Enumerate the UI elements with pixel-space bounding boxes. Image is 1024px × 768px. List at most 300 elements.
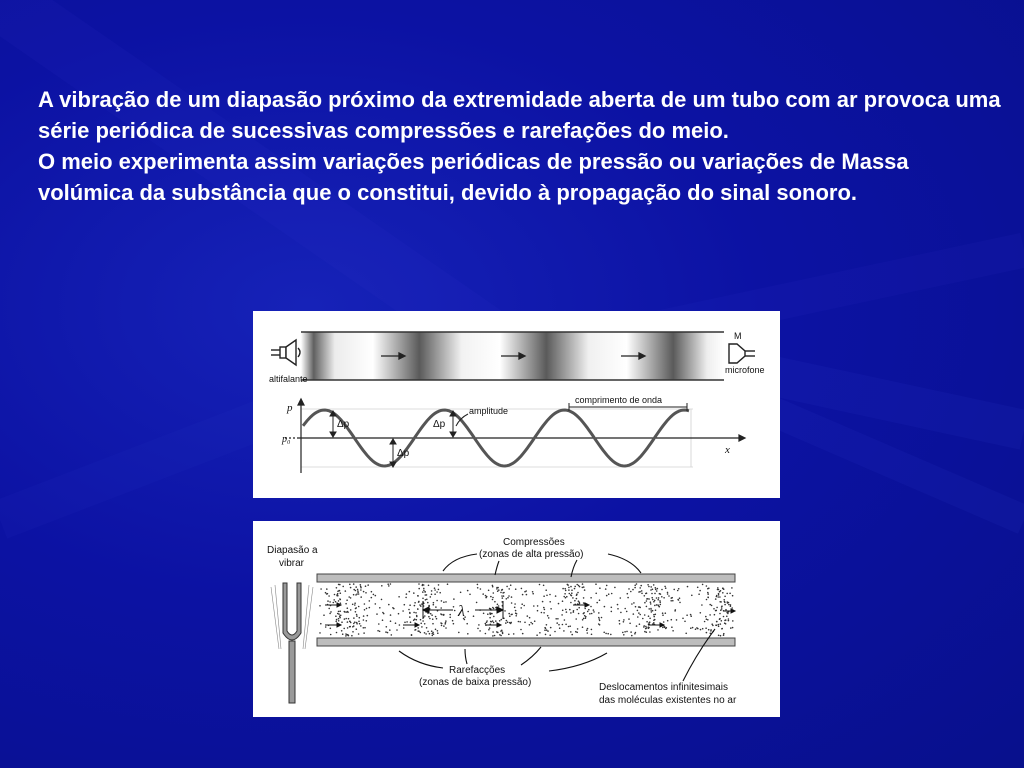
molecule-dot bbox=[414, 605, 416, 607]
molecule-dot bbox=[576, 609, 578, 611]
molecule-dot bbox=[406, 593, 408, 595]
molecule-dot bbox=[646, 600, 648, 602]
molecule-dot bbox=[506, 586, 508, 588]
molecule-dot bbox=[585, 616, 587, 618]
molecule-dot bbox=[523, 605, 525, 607]
molecule-dot bbox=[349, 621, 351, 623]
molecule-dot bbox=[347, 607, 349, 609]
molecule-dot bbox=[415, 612, 417, 614]
molecule-dot bbox=[507, 597, 509, 599]
molecule-dot bbox=[550, 627, 552, 629]
molecule-dot bbox=[588, 609, 590, 611]
molecule-dot bbox=[650, 589, 652, 591]
molecule-dot bbox=[367, 584, 369, 586]
molecule-dot bbox=[365, 585, 367, 587]
molecule-dot bbox=[359, 617, 361, 619]
molecule-dot bbox=[320, 588, 322, 590]
molecule-dot bbox=[659, 602, 661, 604]
molecule-dot bbox=[566, 611, 568, 613]
microphone-letter: M bbox=[734, 331, 742, 341]
molecule-dot bbox=[530, 622, 532, 624]
molecule-dot bbox=[672, 600, 674, 602]
molecule-dot bbox=[724, 602, 726, 604]
molecule-dot bbox=[502, 597, 504, 599]
molecule-dot bbox=[382, 612, 384, 614]
molecule-dot bbox=[659, 600, 661, 602]
molecule-dot bbox=[435, 629, 437, 631]
molecule-dot bbox=[467, 611, 469, 613]
molecule-dot bbox=[721, 628, 723, 630]
molecule-dot bbox=[646, 627, 648, 629]
molecule-dot bbox=[676, 619, 678, 621]
molecule-dot bbox=[425, 599, 427, 601]
molecule-dot bbox=[421, 626, 423, 628]
molecule-dot bbox=[707, 592, 709, 594]
molecule-dot bbox=[508, 595, 510, 597]
molecule-dot bbox=[409, 591, 411, 593]
molecule-dot bbox=[662, 612, 664, 614]
molecule-dot bbox=[515, 588, 517, 590]
molecule-dot bbox=[353, 617, 355, 619]
molecule-dot bbox=[477, 628, 479, 630]
molecule-dot bbox=[652, 599, 654, 601]
displacement-label: Deslocamentos infinitesimais bbox=[599, 682, 728, 693]
molecule-dot bbox=[319, 632, 321, 634]
molecule-dot bbox=[563, 596, 565, 598]
molecule-dot bbox=[670, 600, 672, 602]
molecule-dot bbox=[422, 598, 424, 600]
molecule-dot bbox=[574, 588, 576, 590]
molecule-dot bbox=[328, 608, 330, 610]
molecule-dot bbox=[489, 627, 491, 629]
molecule-dot bbox=[653, 601, 655, 603]
molecule-dot bbox=[727, 601, 729, 603]
molecule-dot bbox=[436, 618, 438, 620]
molecule-dot bbox=[503, 595, 505, 597]
molecule-dot bbox=[360, 625, 362, 627]
molecule-dot bbox=[720, 635, 722, 637]
molecule-dot bbox=[493, 622, 495, 624]
molecule-dot bbox=[356, 614, 358, 616]
molecule-dot bbox=[360, 584, 362, 586]
molecule-dot bbox=[706, 618, 708, 620]
pressure-wave-figure bbox=[253, 311, 780, 498]
molecule-dot bbox=[664, 586, 666, 588]
molecule-dot bbox=[667, 620, 669, 622]
molecule-dot bbox=[702, 584, 704, 586]
molecule-dot bbox=[435, 606, 437, 608]
molecule-dot bbox=[364, 603, 366, 605]
molecule-dot bbox=[587, 611, 589, 613]
molecule-dot bbox=[536, 634, 538, 636]
molecule-dot bbox=[428, 605, 430, 607]
molecule-dot bbox=[396, 629, 398, 631]
molecule-dot bbox=[360, 596, 362, 598]
molecule-dot bbox=[395, 622, 397, 624]
molecule-dot bbox=[546, 629, 548, 631]
molecule-dot bbox=[430, 613, 432, 615]
molecule-dot bbox=[320, 623, 322, 625]
molecule-dot bbox=[360, 589, 362, 591]
molecule-dot bbox=[652, 589, 654, 591]
molecule-dot bbox=[611, 611, 613, 613]
molecule-dot bbox=[428, 616, 430, 618]
molecule-dot bbox=[599, 587, 601, 589]
molecule-dot bbox=[687, 586, 689, 588]
molecule-dot bbox=[631, 603, 633, 605]
molecule-dot bbox=[426, 627, 428, 629]
molecule-dot bbox=[590, 606, 592, 608]
molecule-dot bbox=[575, 631, 577, 633]
molecule-dot bbox=[492, 607, 494, 609]
molecule-dot bbox=[623, 634, 625, 636]
molecule-dot bbox=[563, 630, 565, 632]
molecule-dot bbox=[544, 627, 546, 629]
molecule-dot bbox=[330, 611, 332, 613]
molecule-dot bbox=[654, 605, 656, 607]
molecule-dot bbox=[340, 592, 342, 594]
molecule-dot bbox=[508, 613, 510, 615]
molecule-dot bbox=[718, 624, 720, 626]
molecule-dot bbox=[732, 620, 734, 622]
molecule-dot bbox=[431, 614, 433, 616]
molecule-dot bbox=[433, 602, 435, 604]
molecule-dot bbox=[533, 605, 535, 607]
molecule-dot bbox=[358, 593, 360, 595]
molecule-dot bbox=[717, 596, 719, 598]
molecule-dot bbox=[647, 598, 649, 600]
molecule-dot bbox=[469, 594, 471, 596]
tuning-fork-figure bbox=[253, 521, 780, 717]
molecule-dot bbox=[587, 632, 589, 634]
molecule-dot bbox=[354, 602, 356, 604]
molecule-dot bbox=[522, 594, 524, 596]
molecule-dot bbox=[558, 624, 560, 626]
molecule-dot bbox=[411, 634, 413, 636]
molecule-dot bbox=[327, 600, 329, 602]
molecule-dot bbox=[633, 613, 635, 615]
molecule-dot bbox=[539, 632, 541, 634]
molecule-dot bbox=[529, 624, 531, 626]
molecule-dot bbox=[579, 603, 581, 605]
molecule-dot bbox=[719, 618, 721, 620]
molecule-dot bbox=[573, 611, 575, 613]
molecule-dot bbox=[325, 592, 327, 594]
molecule-dot bbox=[571, 634, 573, 636]
molecule-dot bbox=[429, 618, 431, 620]
molecule-dot bbox=[655, 609, 657, 611]
molecule-dot bbox=[638, 591, 640, 593]
molecule-dot bbox=[454, 610, 456, 612]
molecule-dot bbox=[354, 604, 356, 606]
molecule-dot bbox=[504, 610, 506, 612]
molecule-dot bbox=[641, 590, 643, 592]
microphone-label: microfone bbox=[725, 365, 765, 375]
molecule-dot bbox=[494, 635, 496, 637]
molecule-dot bbox=[345, 603, 347, 605]
molecule-dot bbox=[333, 602, 335, 604]
molecule-dot bbox=[715, 610, 717, 612]
molecule-dot bbox=[453, 623, 455, 625]
molecule-dot bbox=[605, 633, 607, 635]
molecule-dot bbox=[385, 631, 387, 633]
molecule-dot bbox=[585, 617, 587, 619]
molecule-dot bbox=[637, 616, 639, 618]
molecule-dot bbox=[360, 587, 362, 589]
molecule-dot bbox=[493, 616, 495, 618]
molecule-dot bbox=[606, 595, 608, 597]
molecule-dot bbox=[326, 588, 328, 590]
molecule-dot bbox=[387, 632, 389, 634]
molecule-dot bbox=[565, 624, 567, 626]
molecule-dot bbox=[623, 621, 625, 623]
molecule-dot bbox=[583, 618, 585, 620]
molecule-dot bbox=[728, 620, 730, 622]
molecule-dot bbox=[558, 603, 560, 605]
molecule-dot bbox=[439, 592, 441, 594]
molecule-dot bbox=[562, 588, 564, 590]
molecule-dot bbox=[635, 632, 637, 634]
molecule-dot bbox=[518, 621, 520, 623]
molecule-dot bbox=[546, 595, 548, 597]
molecule-dot bbox=[431, 630, 433, 632]
displacement-arrows bbox=[325, 603, 735, 627]
molecule-dot bbox=[663, 597, 665, 599]
molecule-dot bbox=[352, 626, 354, 628]
molecule-dot bbox=[649, 618, 651, 620]
molecule-dot bbox=[494, 601, 496, 603]
molecule-dot bbox=[732, 595, 734, 597]
molecule-dot bbox=[335, 601, 337, 603]
molecule-dot bbox=[628, 618, 630, 620]
molecule-dot bbox=[417, 595, 419, 597]
molecule-dot bbox=[351, 635, 353, 637]
fork-label-line2: vibrar bbox=[279, 558, 305, 569]
molecule-dot bbox=[720, 623, 722, 625]
molecule-dot bbox=[514, 607, 516, 609]
molecule-dot bbox=[582, 583, 584, 585]
molecule-dot bbox=[520, 607, 522, 609]
molecule-dot bbox=[413, 612, 415, 614]
molecule-dot bbox=[555, 595, 557, 597]
molecule-dot bbox=[584, 608, 586, 610]
molecule-dot bbox=[458, 632, 460, 634]
molecule-dot bbox=[427, 631, 429, 633]
molecule-dot bbox=[341, 630, 343, 632]
molecule-dot bbox=[431, 633, 433, 635]
molecule-dot bbox=[721, 608, 723, 610]
molecule-dot bbox=[702, 628, 704, 630]
molecule-dot bbox=[719, 591, 721, 593]
molecule-dot bbox=[398, 613, 400, 615]
molecule-dot bbox=[477, 584, 479, 586]
molecule-dot bbox=[578, 613, 580, 615]
molecule-dot bbox=[340, 602, 342, 604]
molecule-dot bbox=[657, 629, 659, 631]
molecule-dot bbox=[565, 597, 567, 599]
molecule-dot bbox=[371, 591, 373, 593]
molecule-dot bbox=[438, 589, 440, 591]
molecule-dot bbox=[636, 583, 638, 585]
molecule-dot bbox=[608, 593, 610, 595]
molecule-dot bbox=[434, 587, 436, 589]
molecule-dot bbox=[393, 608, 395, 610]
molecule-dot bbox=[493, 592, 495, 594]
molecule-dot bbox=[539, 584, 541, 586]
molecule-dot bbox=[410, 621, 412, 623]
molecule-dot bbox=[452, 620, 454, 622]
molecule-dot bbox=[543, 585, 545, 587]
molecule-dot bbox=[440, 613, 442, 615]
molecule-dot bbox=[595, 583, 597, 585]
molecule-dot bbox=[709, 614, 711, 616]
molecule-dot bbox=[390, 614, 392, 616]
molecule-dot bbox=[603, 632, 605, 634]
molecule-dot bbox=[329, 613, 331, 615]
molecule-dot bbox=[355, 608, 357, 610]
molecule-dot bbox=[692, 627, 694, 629]
molecule-dot bbox=[599, 624, 601, 626]
displacement-sublabel: das moléculas existentes no ar bbox=[599, 695, 737, 706]
molecule-dot bbox=[638, 612, 640, 614]
molecule-dot bbox=[684, 621, 686, 623]
molecule-dot bbox=[643, 625, 645, 627]
molecule-dot bbox=[363, 615, 365, 617]
molecule-dot bbox=[353, 583, 355, 585]
molecule-dot bbox=[568, 589, 570, 591]
molecule-dot bbox=[514, 603, 516, 605]
molecule-dot bbox=[590, 597, 592, 599]
molecule-dot bbox=[723, 634, 725, 636]
molecule-dot bbox=[667, 592, 669, 594]
molecule-dot bbox=[355, 611, 357, 613]
molecule-dot bbox=[357, 591, 359, 593]
molecule-dot bbox=[655, 614, 657, 616]
molecule-dot bbox=[371, 597, 373, 599]
molecule-dot bbox=[330, 628, 332, 630]
molecule-dot bbox=[629, 623, 631, 625]
molecule-dot bbox=[453, 606, 455, 608]
molecule-dot bbox=[656, 597, 658, 599]
molecule-dot bbox=[598, 617, 600, 619]
molecule-dot bbox=[606, 585, 608, 587]
molecule-dot bbox=[576, 584, 578, 586]
molecule-dot bbox=[381, 599, 383, 601]
molecule-dot bbox=[634, 585, 636, 587]
molecule-dot bbox=[388, 604, 390, 606]
molecule-dot bbox=[635, 606, 637, 608]
molecule-dot bbox=[508, 588, 510, 590]
molecule-dot bbox=[343, 628, 345, 630]
molecule-dot bbox=[335, 615, 337, 617]
molecule-dot bbox=[373, 594, 375, 596]
molecule-dot bbox=[571, 592, 573, 594]
molecule-dot bbox=[654, 619, 656, 621]
molecule-dot bbox=[542, 601, 544, 603]
molecule-dot bbox=[706, 632, 708, 634]
molecule-dot bbox=[653, 622, 655, 624]
molecule-dot bbox=[583, 586, 585, 588]
molecule-dot bbox=[490, 613, 492, 615]
molecule-dot bbox=[665, 628, 667, 630]
molecule-dot bbox=[497, 590, 499, 592]
molecule-dot bbox=[570, 612, 572, 614]
molecule-dot bbox=[358, 621, 360, 623]
molecule-dot bbox=[485, 595, 487, 597]
molecule-dot bbox=[677, 590, 679, 592]
molecule-dot bbox=[511, 596, 513, 598]
speaker-label: altifalante bbox=[269, 374, 308, 384]
molecule-dot bbox=[511, 614, 513, 616]
molecule-dot bbox=[460, 592, 462, 594]
molecule-dot bbox=[578, 585, 580, 587]
molecule-dot bbox=[679, 597, 681, 599]
molecule-dot bbox=[720, 609, 722, 611]
molecule-dot bbox=[487, 613, 489, 615]
molecule-dot bbox=[633, 602, 635, 604]
molecule-dot bbox=[408, 609, 410, 611]
molecule-dot bbox=[381, 585, 383, 587]
molecule-dot bbox=[423, 588, 425, 590]
molecule-dot bbox=[399, 624, 401, 626]
rarefactions-label: Rarefacções bbox=[449, 665, 506, 676]
molecule-dot bbox=[565, 590, 567, 592]
molecule-dot bbox=[632, 589, 634, 591]
molecule-dot bbox=[651, 611, 653, 613]
molecule-dot bbox=[534, 620, 536, 622]
molecule-dot bbox=[366, 620, 368, 622]
molecule-dot bbox=[334, 594, 336, 596]
molecule-dot bbox=[550, 608, 552, 610]
molecule-dot bbox=[575, 618, 577, 620]
molecule-dot bbox=[662, 614, 664, 616]
molecule-dot bbox=[650, 601, 652, 603]
molecule-dot bbox=[358, 606, 360, 608]
molecule-dot bbox=[473, 615, 475, 617]
microphone-icon bbox=[729, 344, 755, 363]
molecule-dot bbox=[419, 604, 421, 606]
molecule-dot bbox=[434, 589, 436, 591]
molecule-dot bbox=[710, 630, 712, 632]
molecule-dot bbox=[347, 611, 349, 613]
molecule-dot bbox=[582, 626, 584, 628]
molecule-dot bbox=[325, 626, 327, 628]
molecule-dot bbox=[716, 607, 718, 609]
molecule-dot bbox=[497, 604, 499, 606]
molecule-dot bbox=[715, 598, 717, 600]
molecule-dot bbox=[656, 604, 658, 606]
molecule-dot bbox=[639, 587, 641, 589]
molecule-dot bbox=[432, 618, 434, 620]
molecule-dot bbox=[569, 625, 571, 627]
molecule-dot bbox=[586, 629, 588, 631]
molecule-dot bbox=[404, 604, 406, 606]
molecule-dot bbox=[647, 584, 649, 586]
molecule-dot bbox=[718, 593, 720, 595]
molecule-dot bbox=[348, 618, 350, 620]
molecule-dot bbox=[366, 608, 368, 610]
molecule-dot bbox=[337, 613, 339, 615]
molecule-dot bbox=[359, 623, 361, 625]
molecule-dot bbox=[490, 596, 492, 598]
molecule-dot bbox=[591, 634, 593, 636]
molecule-dot bbox=[627, 593, 629, 595]
molecule-dot bbox=[386, 626, 388, 628]
amplitude-label: amplitude bbox=[469, 406, 509, 416]
molecule-dot bbox=[330, 634, 332, 636]
molecule-dot bbox=[708, 629, 710, 631]
molecule-dot bbox=[657, 604, 659, 606]
